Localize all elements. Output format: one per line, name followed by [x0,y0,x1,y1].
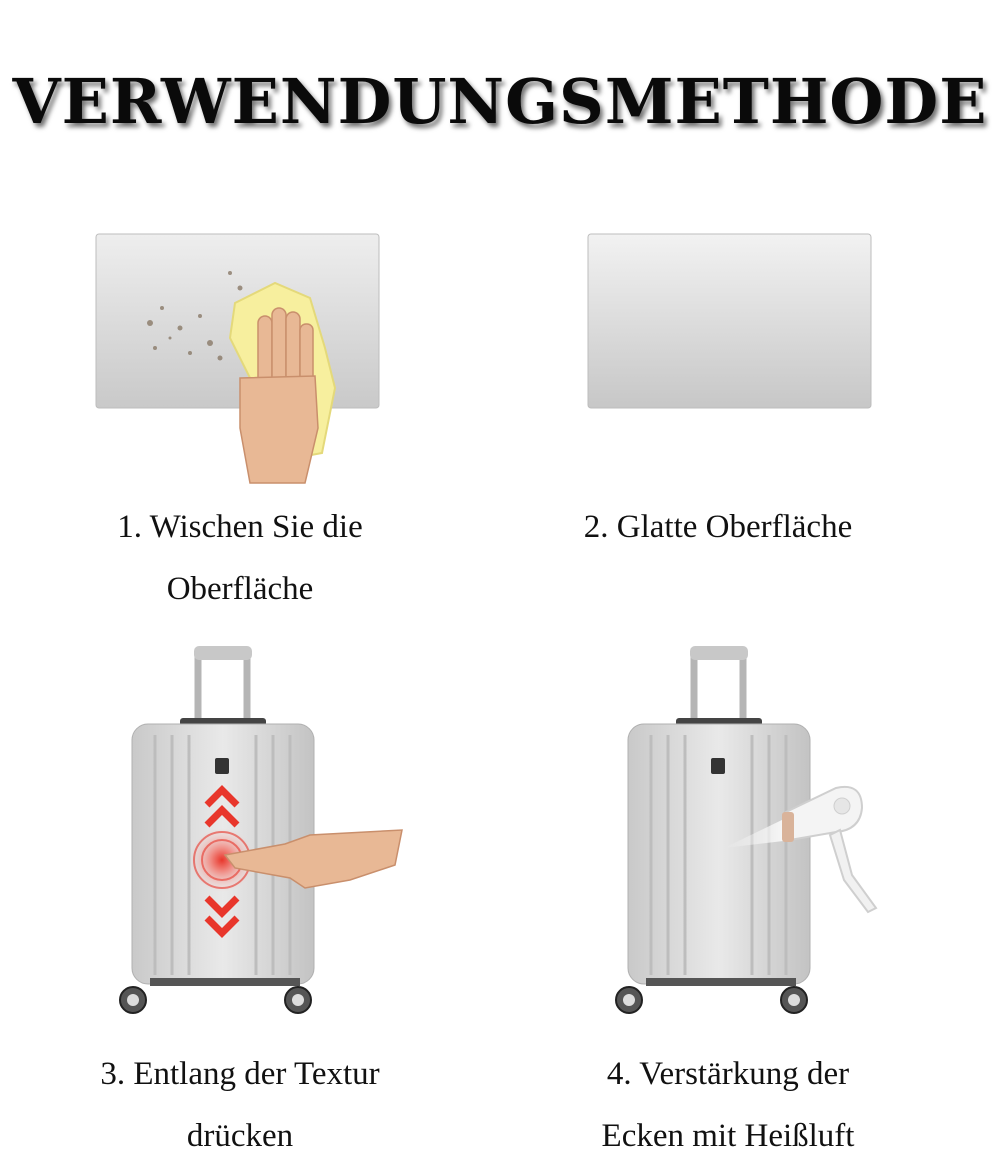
page-title: VERWENDUNGSMETHODE [12,65,988,138]
smooth-panel-image [582,228,882,418]
wiping-panel-image [90,228,390,488]
wheel-icon [120,987,311,1013]
suitcase-press-image [110,640,420,1025]
suitcase-heat-image [604,640,904,1025]
telescopic-handle [198,652,247,720]
step-3-caption: 3. Entlang der Textur drücken [100,1056,380,1154]
step-1-caption: 1. Wischen Sie die Oberfläche [117,509,363,607]
step-2-caption: 2. Glatte Oberfläche [583,509,853,545]
step-4-caption: 4. Verstärkung der Ecken mit Heißluft [601,1056,855,1154]
